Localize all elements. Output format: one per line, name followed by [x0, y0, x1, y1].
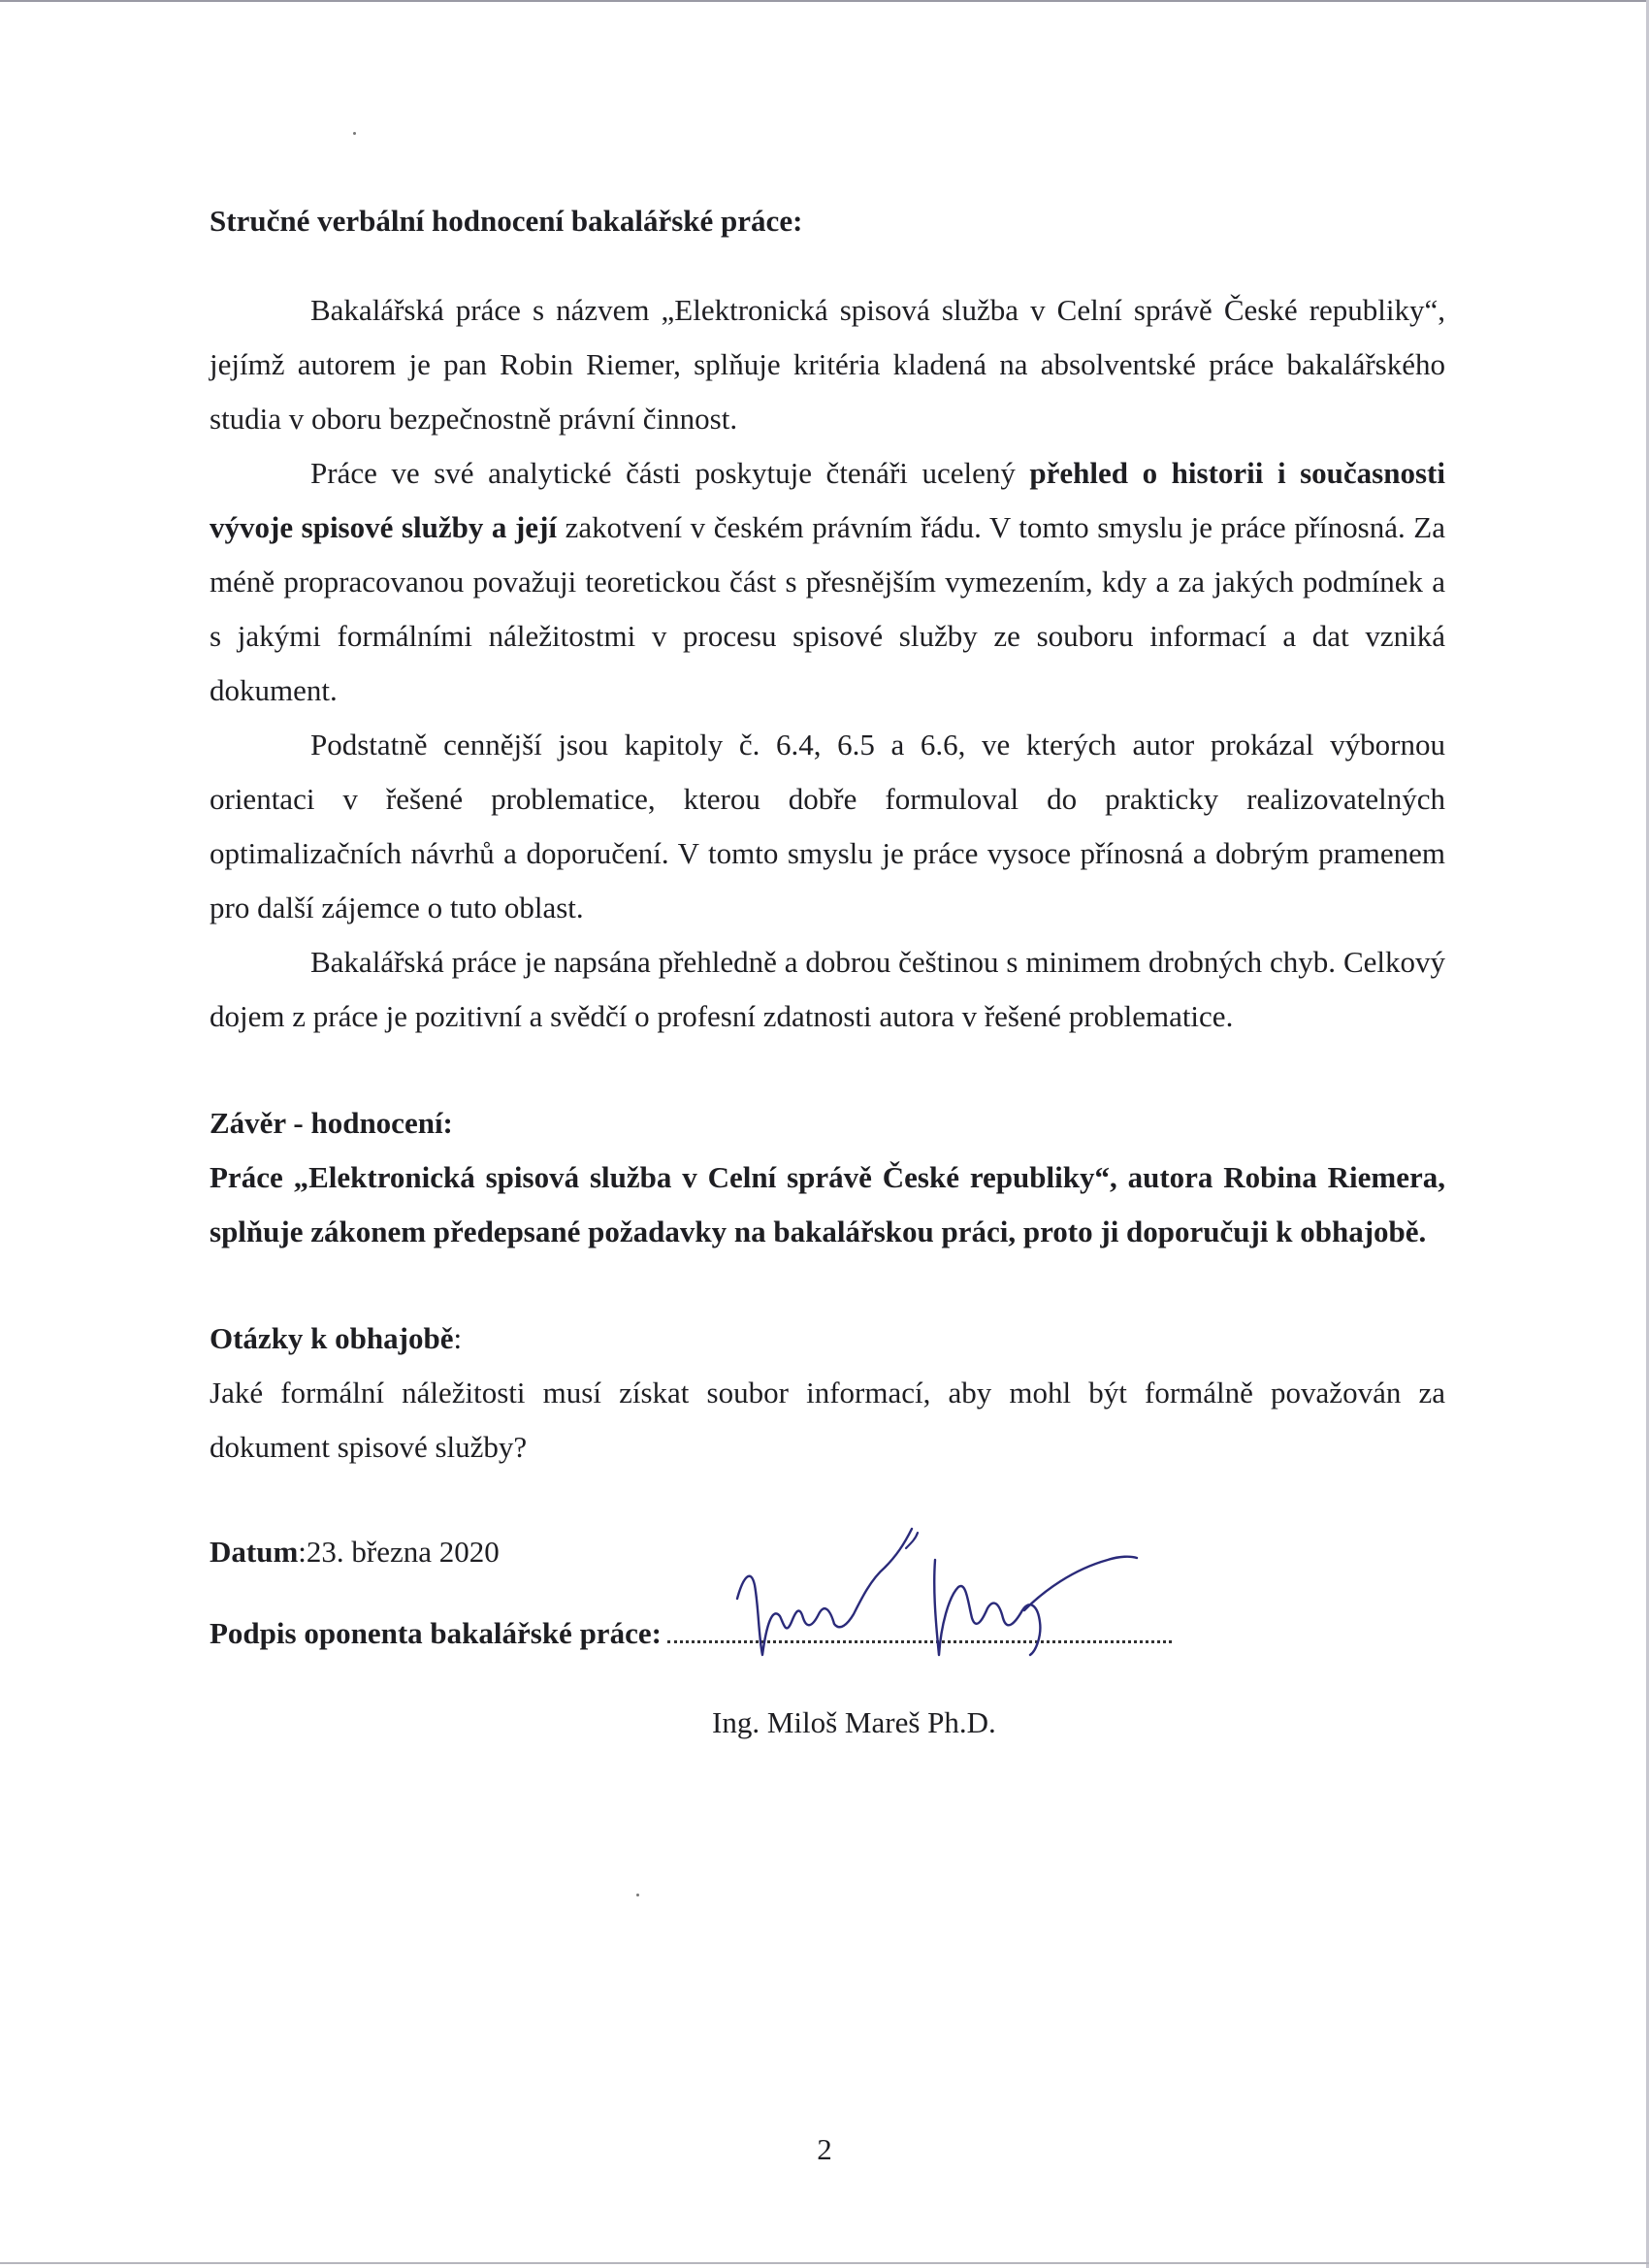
questions-section [210, 1312, 1445, 1474]
document-body [210, 194, 1445, 1750]
date-label: Datum [210, 1535, 299, 1569]
paragraph-text: Práce ve své analytické části poskytuje čtenáři ucelený [310, 456, 1030, 490]
page-number: 2 [817, 2132, 832, 2166]
scan-speck [353, 132, 356, 135]
paragraph-text: zakotvení v českém právním řádu. V tomto smyslu je práce přínosná. Za méně propracovanou považuji teoretickou část s přesnějším vymezením, kdy a za jakých podmínek a s jakými formálními náležitostmi v procesu spisové služby ze souboru informací a dat vzniká dokument. [210, 510, 1445, 707]
question-text: Jaké formální náležitosti musí získat soubor informací, aby mohl být formálně považován za dokument spisové služby? [210, 1376, 1445, 1464]
questions-heading [210, 1312, 1445, 1366]
page-top-edge [0, 0, 1649, 2]
questions-heading-colon: : [453, 1321, 463, 1355]
paragraph-emphasis: přehled o historii i současnosti vývoje spisové služby a její [210, 456, 1445, 544]
signer-name: Ing. Miloš Mareš Ph.D. [712, 1705, 996, 1739]
evaluation-paragraph-4 [210, 935, 1445, 1044]
page-bottom-edge [0, 2262, 1649, 2264]
scan-speck [636, 1894, 639, 1896]
conclusion-section [210, 1096, 1445, 1259]
conclusion-text: Práce „Elektronická spisová služba v Celní správě České republiky“, autora Robina Riemera, splňuje zákonem předepsané požadavky na bakalářskou práci, proto ji doporučuji k obhajobě. [210, 1160, 1445, 1248]
paragraph-text: Bakalářská práce je napsána přehledně a dobrou češtinou s minimem drobných chyb. Celkový dojem z práce je pozitivní a svědčí o profesní zdatnosti autora v řešené problematice. [210, 945, 1445, 1033]
date-value: :23. března 2020 [298, 1535, 500, 1569]
signature-line [210, 1606, 1445, 1661]
paragraph-text: Podstatně cennější jsou kapitoly č. 6.4, 6.5 a 6.6, ve kterých autor prokázal výbornou orientaci v řešené problematice, kterou dobře formuloval do prakticky realizovatelných optimalizačních návrhů a doporučení. V tomto smyslu je práce vysoce přínosná a dobrým pramenem pro další zájemce o tuto oblast. [210, 728, 1445, 924]
evaluation-heading: Stručné verbální hodnocení bakalářské práce: [210, 204, 803, 238]
handwritten-signature [733, 1509, 1141, 1674]
evaluation-paragraph-1 [210, 283, 1445, 446]
evaluation-section [210, 283, 1445, 1044]
evaluation-paragraph-2 [210, 446, 1445, 718]
paragraph-text: Bakalářská práce s názvem „Elektronická spisová služba v Celní správě České republiky“, jejímž autorem je pan Robin Riemer, splňuje kritéria kladená na absolventské práce bakalářského studia v oboru bezpečnostně právní činnost. [210, 293, 1445, 436]
questions-heading-text: Otázky k obhajobě [210, 1321, 454, 1355]
evaluation-paragraph-3 [210, 718, 1445, 935]
signature-label: Podpis oponenta bakalářské práce: [210, 1616, 662, 1650]
conclusion-heading: Závěr - hodnocení: [210, 1106, 453, 1140]
